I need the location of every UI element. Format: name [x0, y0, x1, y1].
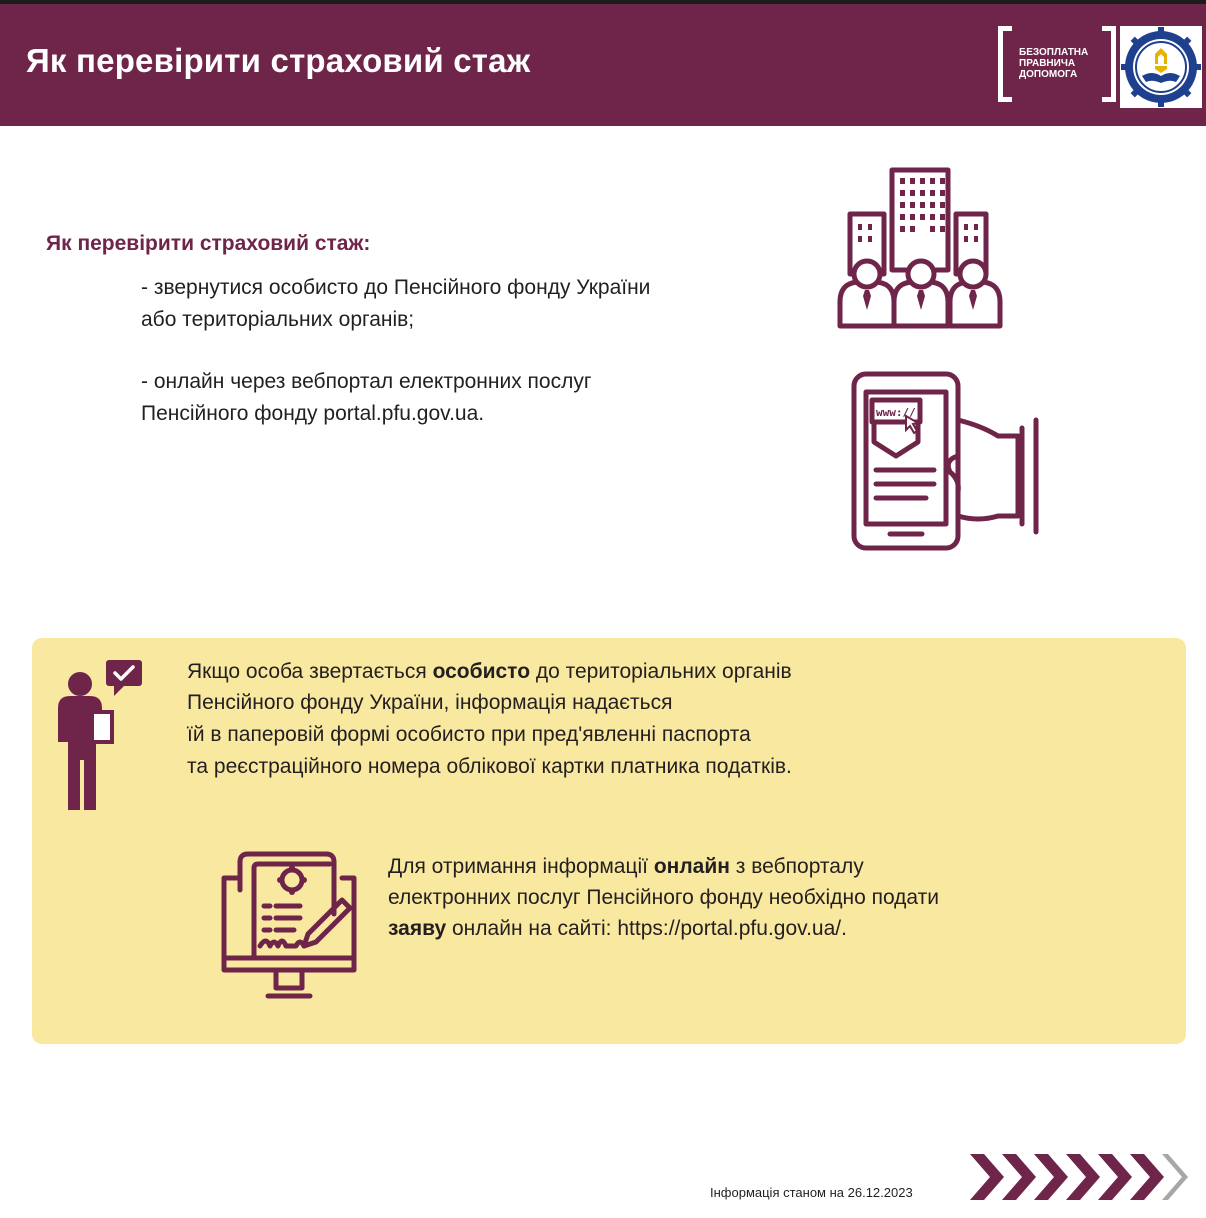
method-2-line-1: - онлайн через вебпортал електронних послуг [141, 370, 592, 393]
info-para1-text-c: до територіальних органів [530, 660, 792, 683]
method-1-line-2: або територіальних органів; [141, 308, 415, 331]
info-para2-line-1 [388, 855, 864, 879]
date-note: Інформація станом на 26.12.2023 [710, 1185, 913, 1200]
info-para2-link-text: онлайн на сайті: https://portal.pfu.gov.ua/. [446, 917, 847, 940]
info-para2-text-c: з вебпорталу [729, 855, 864, 878]
info-para1-emphasis: особисто [432, 660, 531, 683]
info-para2-line-2: електронних послуг Пенсійного фонду необхідно подати [388, 886, 939, 909]
logo-text [1019, 47, 1099, 80]
logo-bracket-left [998, 26, 1012, 102]
logo-text-line-3: ДОПОМОГА [1019, 69, 1078, 80]
info-para1-text-a: Якщо особа звертається [187, 660, 433, 683]
info-para1-line-2: Пенсійного фонду України, інформація надається [187, 691, 673, 714]
ministry-emblem-icon [1120, 26, 1202, 108]
browser-address-text: www:// [876, 406, 916, 419]
person-with-document-icon [52, 656, 148, 816]
info-para2-line-3 [388, 917, 847, 941]
computer-document-signature-icon [216, 850, 362, 1006]
office-buildings-people-icon [832, 164, 1008, 334]
info-para1-line-1 [187, 660, 792, 684]
method-1-line-1: - звернутися особисто до Пенсійного фонду України [141, 276, 651, 299]
method-2-line-2: Пенсійного фонду portal.pfu.gov.ua. [141, 402, 485, 425]
info-para2-emphasis-2: заяву [388, 917, 447, 940]
info-para1-line-4: та реєстраційного номера облікової картки платника податків. [187, 755, 792, 778]
section-heading: Як перевірити страховий стаж: [46, 232, 371, 255]
page-title: Як перевірити страховий стаж [26, 42, 531, 79]
logo-text-line-2: ПРАВНИЧА [1019, 58, 1076, 69]
smartphone-hand-icon [846, 366, 1046, 556]
chevron-arrows-icon [968, 1152, 1190, 1202]
logo-bracket-right [1102, 26, 1116, 102]
logo-text-line-1: БЕЗОПЛАТНА [1019, 47, 1089, 58]
info-para2-text-a: Для отримання інформації [388, 855, 654, 878]
info-para2-emphasis: онлайн [653, 855, 730, 878]
free-legal-aid-logo [998, 26, 1116, 106]
info-para1-line-3: їй в паперовій формі особисто при пред'явленні паспорта [187, 723, 751, 746]
